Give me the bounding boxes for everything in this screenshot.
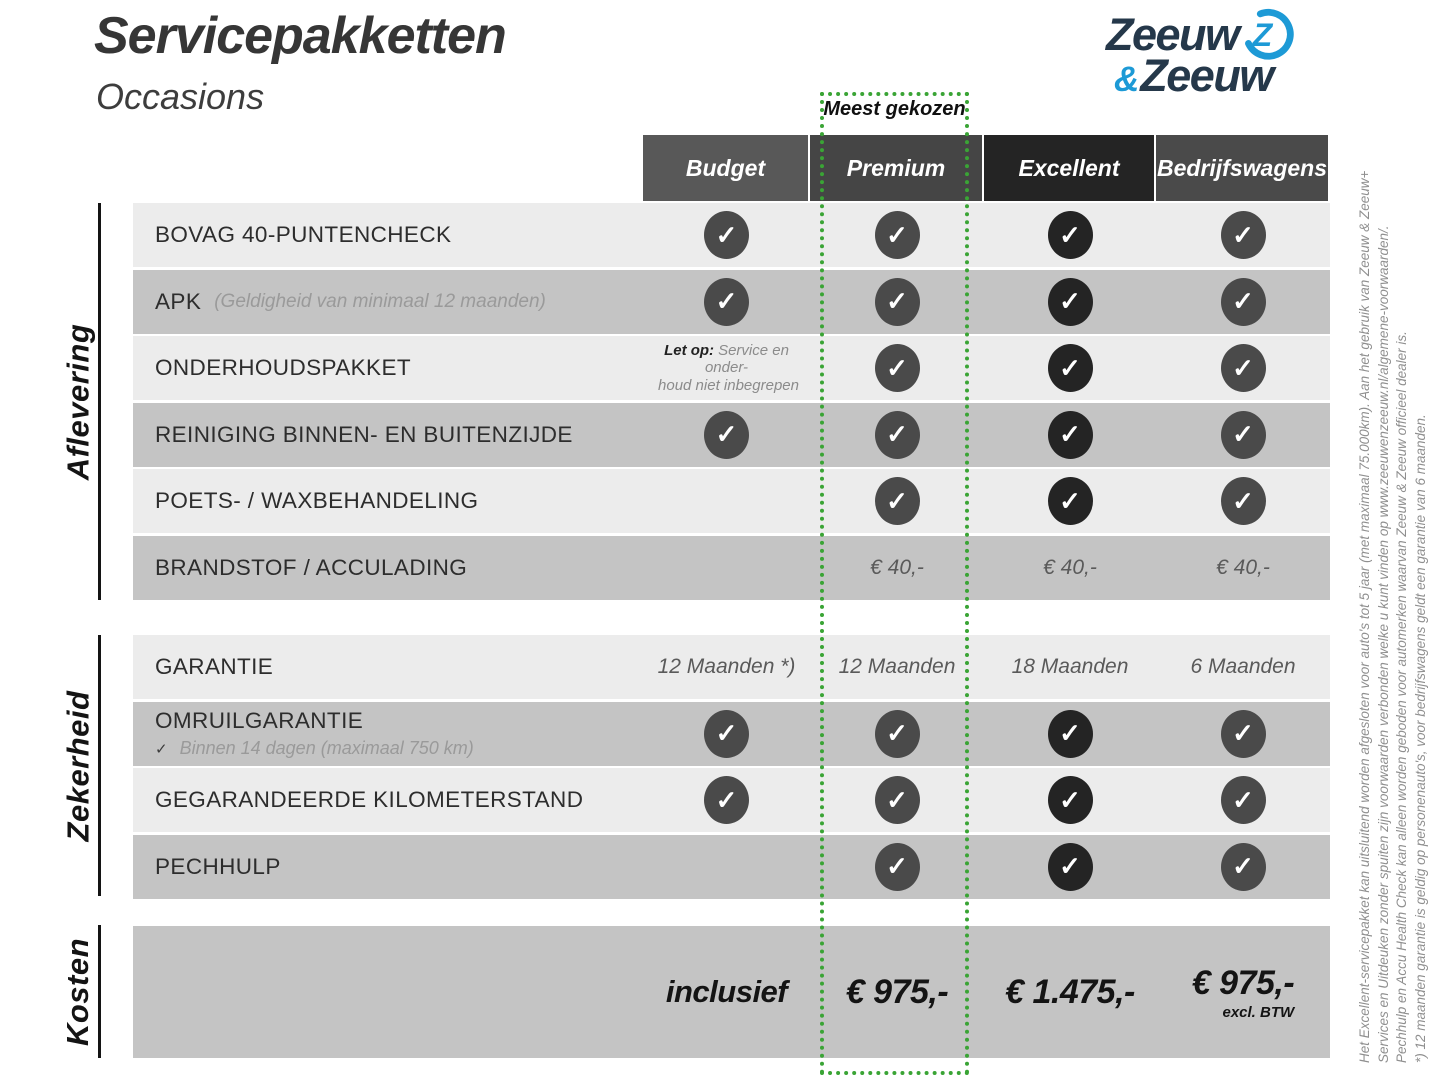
check-icon: ✓ <box>1048 278 1093 326</box>
price-value: inclusief <box>665 974 788 1009</box>
most-chosen-label: Meest gekozen <box>823 98 966 120</box>
row-label-text: ONDERHOUDSPAKKET <box>155 355 412 380</box>
row-label <box>133 635 643 699</box>
price-note: excl. BTW <box>1222 1003 1295 1021</box>
cell-excellent <box>984 403 1156 467</box>
check-icon: ✓ <box>875 278 920 326</box>
cell-budget-empty <box>643 835 810 899</box>
cell-excellent <box>984 203 1156 267</box>
cell-excellent <box>984 768 1156 832</box>
check-icon: ✓ <box>704 411 749 459</box>
check-icon: ✓ <box>1221 278 1266 326</box>
section-label-text: Kosten <box>60 937 96 1046</box>
row-label-text: POETS- / WAXBEHANDELING <box>155 488 479 513</box>
cell-excellent <box>984 469 1156 533</box>
table-row-onderhoudspakket <box>133 336 1330 400</box>
cell-premium <box>810 270 984 334</box>
row-label <box>133 469 643 533</box>
cell-bedrijfswagens <box>1156 203 1330 267</box>
price-value: € 975,- <box>1191 963 1295 1002</box>
check-icon: ✓ <box>875 776 920 824</box>
disclaimer-line: Pechhulp en Accu Health Check kan alleen worden geboden voor automerken waarvan Zeeuw & Zeeuw officieel dealer is. <box>1394 331 1409 1063</box>
logo-ampersand: & <box>1114 60 1140 99</box>
cell-value: € 40,- <box>870 555 924 579</box>
svg-text:Z: Z <box>1252 16 1272 53</box>
row-label <box>133 203 643 267</box>
cell-premium <box>810 336 984 400</box>
check-icon: ✓ <box>875 477 920 525</box>
check-icon: ✓ <box>1221 843 1266 891</box>
cell-value: 18 Maanden <box>1011 655 1129 678</box>
section-label-text: Zekerheid <box>60 690 96 841</box>
cell-bedrijfswagens <box>1156 536 1330 600</box>
cell-bedrijfswagens <box>1156 768 1330 832</box>
row-label <box>133 336 643 400</box>
section-label-text: Aflevering <box>60 323 96 480</box>
cell-excellent <box>984 270 1156 334</box>
cell-value: 12 Maanden <box>838 655 956 678</box>
section-gap <box>133 602 1330 635</box>
row-label-text: BRANDSTOF / ACCULADING <box>155 554 468 580</box>
table-row-kosten <box>133 926 1330 1058</box>
cell-bedrijfswagens <box>1156 702 1330 766</box>
row-label-text: PECHHULP <box>155 853 281 879</box>
cell-budget <box>643 768 810 832</box>
check-icon: ✓ <box>1048 411 1093 459</box>
row-label-text: BOVAG 40-PUNTENCHECK <box>155 222 452 247</box>
row-label <box>133 403 643 467</box>
section-gap <box>133 901 1330 926</box>
cell-premium <box>810 635 984 699</box>
cell-value: 6 Maanden <box>1190 655 1296 678</box>
cell-excellent <box>984 635 1156 699</box>
row-sub-text: Binnen 14 dagen (maximaal 750 km) <box>179 738 474 758</box>
cell-budget-note <box>643 336 810 400</box>
cell-bedrijfswagens <box>1156 270 1330 334</box>
cell-bedrijfswagens-total <box>1156 926 1330 1058</box>
row-label-note: (Geldigheid van minimaal 12 maanden) <box>214 290 546 312</box>
row-label <box>133 835 643 899</box>
cell-excellent <box>984 835 1156 899</box>
cell-excellent <box>984 702 1156 766</box>
cell-bedrijfswagens <box>1156 336 1330 400</box>
check-icon: ✓ <box>1221 211 1266 259</box>
cell-budget <box>643 702 810 766</box>
table-row-poets-wax <box>133 469 1330 533</box>
check-icon: ✓ <box>875 411 920 459</box>
column-header-budget: Budget <box>643 135 808 201</box>
price-value: € 975,- <box>845 972 949 1011</box>
cell-premium <box>810 835 984 899</box>
table-row-apk <box>133 270 1330 334</box>
zeeuw-en-zeeuw-logo <box>1106 8 1321 102</box>
check-icon: ✓ <box>1221 411 1266 459</box>
section-label-kosten <box>58 925 101 1058</box>
cell-budget-empty <box>643 536 810 600</box>
check-icon: ✓ <box>1048 477 1093 525</box>
cell-budget <box>643 270 810 334</box>
logo-word-zeeuw-2: Zeeuw <box>1140 50 1273 101</box>
row-label-text: GEGARANDEERDE KILOMETERSTAND <box>155 787 584 812</box>
cell-premium <box>810 469 984 533</box>
cell-premium <box>810 702 984 766</box>
check-icon: ✓ <box>1221 477 1266 525</box>
budget-note: Let op: Service en onder- houd niet inbegrepen <box>658 341 799 394</box>
column-header-premium: Premium <box>810 135 982 201</box>
disclaimer-line: Het Excellent-servicepakket kan uitsluitend worden afgesloten voor auto's tot 5 jaar (met maximaal 75.000km). Aan het gebruik van Zeeuw & Zeeuw+ <box>1357 170 1372 1063</box>
row-sub-note <box>155 738 474 759</box>
row-label-text: OMRUILGARANTIE <box>155 708 364 733</box>
check-icon: ✓ <box>875 211 920 259</box>
cell-budget <box>643 203 810 267</box>
cell-budget <box>643 635 810 699</box>
table-row-garantie <box>133 635 1330 699</box>
row-label <box>133 536 643 600</box>
check-icon: ✓ <box>875 843 920 891</box>
check-icon: ✓ <box>1221 710 1266 758</box>
table-row-omruilgarantie <box>133 702 1330 766</box>
row-label-text: REINIGING BINNEN- EN BUITENZIJDE <box>155 421 573 447</box>
cell-budget-empty <box>643 469 810 533</box>
disclaimer-line: *) 12 maanden garantie is geldig op personenauto's, voor bedrijfswagens geldt een garantie van 6 maanden. <box>1412 414 1428 1063</box>
cell-premium-total <box>810 926 984 1058</box>
check-icon: ✓ <box>1221 776 1266 824</box>
cell-budget-total <box>643 926 810 1058</box>
cell-premium <box>810 403 984 467</box>
row-label-empty <box>133 926 643 1058</box>
cell-excellent <box>984 536 1156 600</box>
page-title: Servicepakketten <box>94 7 506 65</box>
section-label-aflevering <box>58 203 101 600</box>
check-icon: ✓ <box>1048 843 1093 891</box>
cell-bedrijfswagens <box>1156 635 1330 699</box>
check-icon: ✓ <box>875 344 920 392</box>
row-label <box>133 768 643 832</box>
row-label-text: GARANTIE <box>155 654 274 679</box>
cell-budget <box>643 403 810 467</box>
cell-value: € 40,- <box>1216 555 1270 579</box>
check-icon: ✓ <box>704 776 749 824</box>
row-label-text: APK <box>155 288 202 314</box>
check-icon: ✓ <box>1048 710 1093 758</box>
disclaimer-line: Services en Uitdeuken zonder spuiten zijn voorwaarden verbonden welke u kunt vinden op www.zeeuwenzeeuw.nl/algemene-voorwaarden/. <box>1375 225 1391 1063</box>
check-icon: ✓ <box>1048 344 1093 392</box>
row-label <box>133 270 643 334</box>
check-icon: ✓ <box>1048 776 1093 824</box>
check-icon: ✓ <box>704 211 749 259</box>
row-label <box>133 702 643 766</box>
cell-excellent <box>984 336 1156 400</box>
table-row-brandstof <box>133 536 1330 600</box>
table-row-reiniging <box>133 403 1330 467</box>
check-icon: ✓ <box>875 710 920 758</box>
check-icon: ✓ <box>1048 211 1093 259</box>
table-row-bovag <box>133 203 1330 267</box>
logo-word-zeeuw: Zeeuw <box>1106 9 1239 60</box>
cell-bedrijfswagens <box>1156 469 1330 533</box>
disclaimer-text <box>1356 133 1432 1063</box>
table-row-kilometerstand <box>133 768 1330 832</box>
small-check-icon: ✓ <box>155 740 168 758</box>
column-header-excellent: Excellent <box>984 135 1154 201</box>
column-header-bedrijfswagens: Bedrijfswagens <box>1156 135 1328 201</box>
cell-premium <box>810 203 984 267</box>
cell-value: 12 Maanden *) <box>657 655 796 678</box>
cell-bedrijfswagens <box>1156 835 1330 899</box>
check-icon: ✓ <box>1221 344 1266 392</box>
cell-bedrijfswagens <box>1156 403 1330 467</box>
column-headers <box>643 135 1328 201</box>
page-subtitle: Occasions <box>96 76 265 117</box>
cell-excellent-total <box>984 926 1156 1058</box>
table-row-pechhulp <box>133 835 1330 899</box>
comparison-table <box>133 203 1330 1058</box>
cell-value: € 40,- <box>1043 555 1097 579</box>
cell-premium <box>810 536 984 600</box>
section-label-zekerheid <box>58 635 101 896</box>
check-icon: ✓ <box>704 710 749 758</box>
check-icon: ✓ <box>704 278 749 326</box>
cell-premium <box>810 768 984 832</box>
price-value: € 1.475,- <box>1005 972 1135 1011</box>
